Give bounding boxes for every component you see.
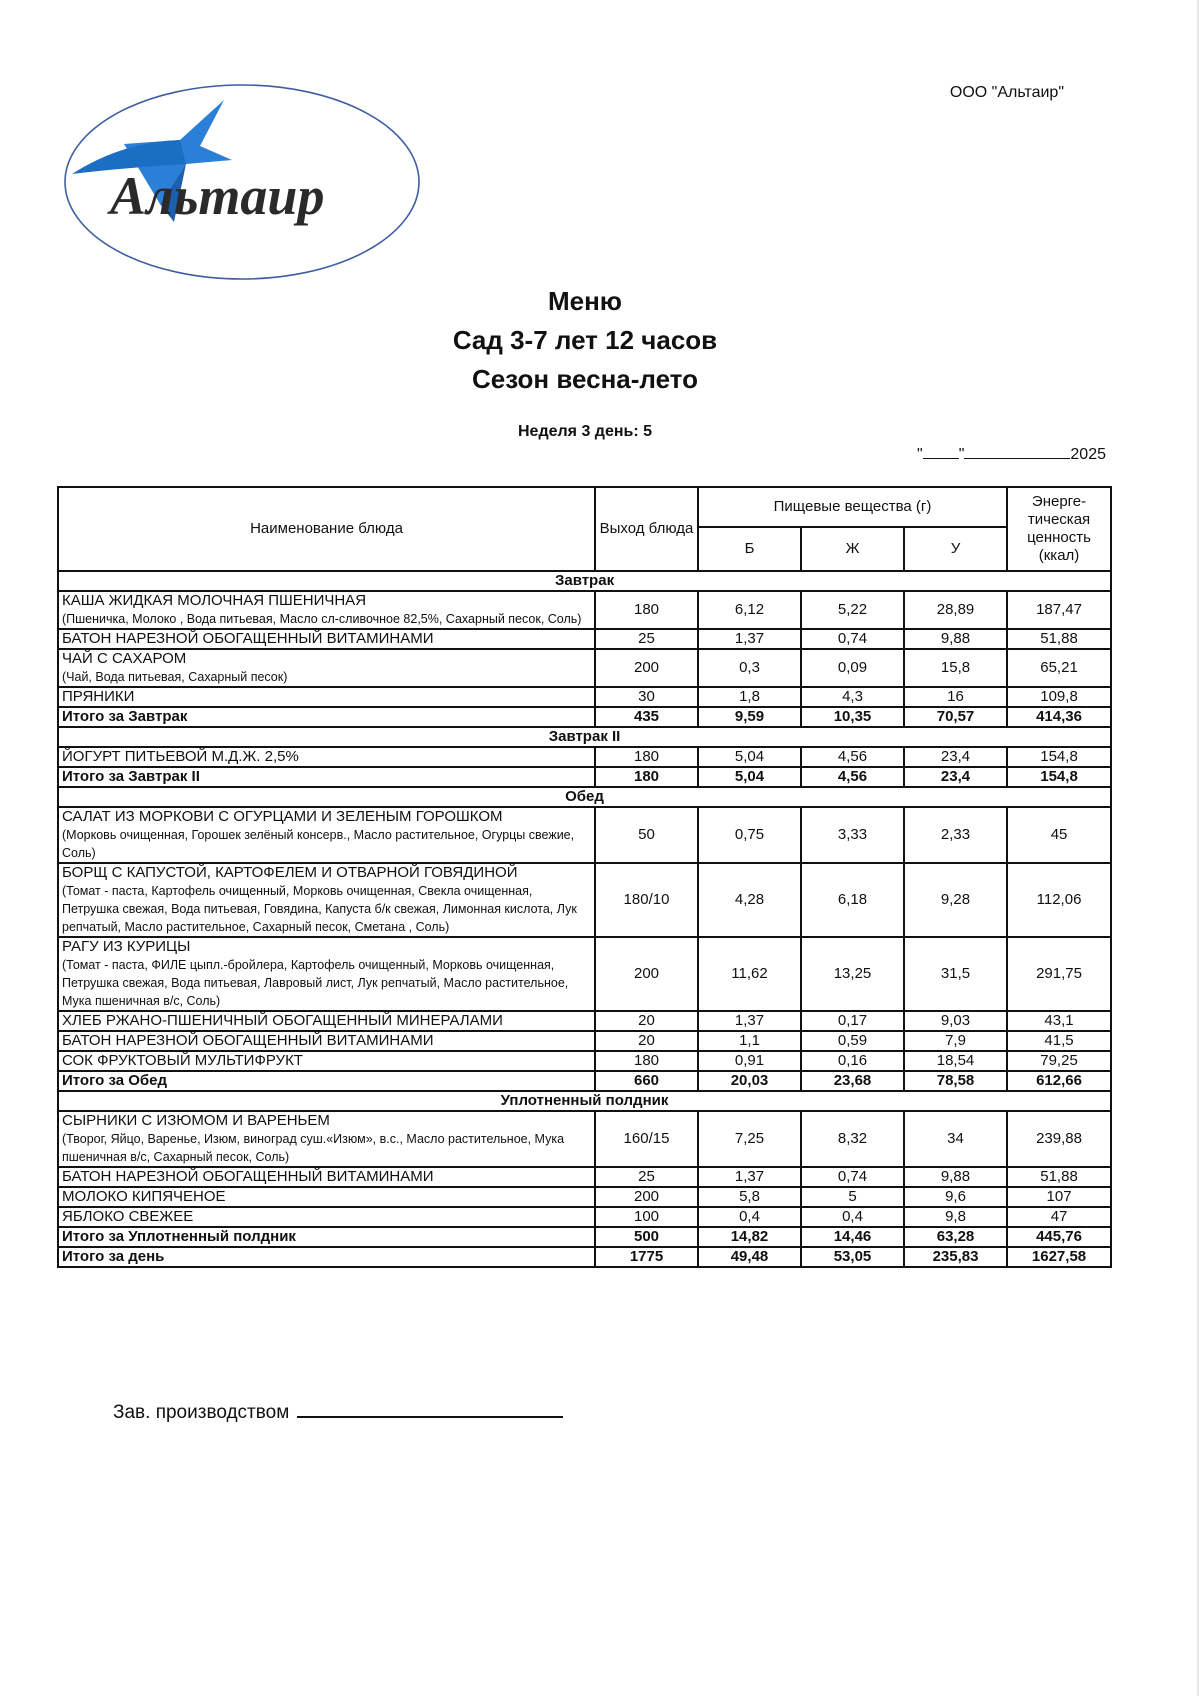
dish-name: ПРЯНИКИ <box>62 688 135 705</box>
value-output: 20 <box>595 1031 698 1051</box>
total-b: 5,04 <box>698 767 801 787</box>
value-u: 23,4 <box>904 747 1007 767</box>
value-zh: 0,17 <box>801 1011 904 1031</box>
total-output: 500 <box>595 1227 698 1247</box>
day-total-kcal: 1627,58 <box>1007 1247 1111 1267</box>
value-kcal: 45 <box>1007 807 1111 863</box>
value-zh: 6,18 <box>801 863 904 937</box>
table-row <box>58 1031 1111 1051</box>
logo-text: Альтаир <box>110 166 325 226</box>
total-u: 23,4 <box>904 767 1007 787</box>
header-fat: Ж <box>801 527 904 571</box>
dish-ingredients: (Пшеничка, Молоко , Вода питьевая, Масло сл-сливочное 82,5%, Сахарный песок, Соль) <box>62 612 582 626</box>
date-year: 2025 <box>1070 446 1106 463</box>
value-kcal: 239,88 <box>1007 1111 1111 1167</box>
date-line <box>917 444 1106 464</box>
dish-name: ЯБЛОКО СВЕЖЕЕ <box>62 1208 194 1225</box>
value-b: 0,75 <box>698 807 801 863</box>
dish-name: БАТОН НАРЕЗНОЙ ОБОГАЩЕННЫЙ ВИТАМИНАМИ <box>62 1168 434 1185</box>
header-carbs: У <box>904 527 1007 571</box>
value-b: 0,4 <box>698 1207 801 1227</box>
page-title: Меню <box>547 286 623 316</box>
header-dish-name: Наименование блюда <box>58 487 595 571</box>
dish-name: БОРЩ С КАПУСТОЙ, КАРТОФЕЛЕМ И ОТВАРНОЙ ГОВЯДИНОЙ <box>62 864 518 881</box>
section-header-row <box>58 727 1111 747</box>
total-b: 20,03 <box>698 1071 801 1091</box>
value-kcal: 112,06 <box>1007 863 1111 937</box>
value-kcal: 109,8 <box>1007 687 1111 707</box>
section-title: Завтрак <box>58 571 1111 591</box>
header-output: Выход блюда <box>595 487 698 571</box>
total-output: 435 <box>595 707 698 727</box>
total-zh: 4,56 <box>801 767 904 787</box>
dish-ingredients: (Морковь очищенная, Горошек зелёный консерв., Масло растительное, Огурцы свежие, Соль) <box>62 828 575 860</box>
dish-cell <box>58 1167 595 1187</box>
value-b: 5,8 <box>698 1187 801 1207</box>
value-output: 200 <box>595 649 698 687</box>
table-row <box>58 1051 1111 1071</box>
dish-cell <box>58 649 595 687</box>
value-kcal: 107 <box>1007 1187 1111 1207</box>
dish-name: ХЛЕБ РЖАНО-ПШЕНИЧНЫЙ ОБОГАЩЕННЫЙ МИНЕРАЛАМИ <box>62 1012 503 1029</box>
value-b: 5,04 <box>698 747 801 767</box>
header-protein: Б <box>698 527 801 571</box>
section-total-row <box>58 707 1111 727</box>
value-zh: 0,09 <box>801 649 904 687</box>
dish-ingredients: (Чай, Вода питьевая, Сахарный песок) <box>62 670 288 684</box>
dish-cell <box>58 1187 595 1207</box>
total-kcal: 612,66 <box>1007 1071 1111 1091</box>
total-label: Итого за Обед <box>58 1071 595 1091</box>
value-b: 1,1 <box>698 1031 801 1051</box>
signature-line <box>297 1398 563 1418</box>
page-subtitle-season: Сезон весна-лето <box>472 364 698 394</box>
section-title: Обед <box>58 787 1111 807</box>
section-total-row <box>58 1227 1111 1247</box>
value-zh: 3,33 <box>801 807 904 863</box>
section-header-row <box>58 1091 1111 1111</box>
dish-name: СЫРНИКИ С ИЗЮМОМ И ВАРЕНЬЕМ <box>62 1112 330 1129</box>
value-b: 0,3 <box>698 649 801 687</box>
value-b: 11,62 <box>698 937 801 1011</box>
value-u: 18,54 <box>904 1051 1007 1071</box>
value-u: 9,28 <box>904 863 1007 937</box>
dish-cell <box>58 1207 595 1227</box>
value-zh: 0,74 <box>801 1167 904 1187</box>
table-row <box>58 1167 1111 1187</box>
value-u: 9,88 <box>904 629 1007 649</box>
dish-cell <box>58 591 595 629</box>
value-output: 100 <box>595 1207 698 1227</box>
total-zh: 23,68 <box>801 1071 904 1091</box>
dish-name: СОК ФРУКТОВЫЙ МУЛЬТИФРУКТ <box>62 1052 303 1069</box>
date-quote-close: " <box>958 446 965 463</box>
value-b: 1,37 <box>698 1167 801 1187</box>
date-quote-open: " <box>917 446 923 463</box>
dish-ingredients: (Творог, Яйцо, Варенье, Изюм, виноград суш.«Изюм», в.с., Масло растительное, Мука пшеничная в/с, Сахарный песок, Соль) <box>62 1132 565 1164</box>
footer-signature <box>113 1398 563 1424</box>
value-b: 4,28 <box>698 863 801 937</box>
value-kcal: 154,8 <box>1007 747 1111 767</box>
dish-ingredients: (Томат - паста, Картофель очищенный, Морковь очищенная, Свекла очищенная, Петрушка свежая, Вода питьевая, Говядина, Капуста б/к свежая, Лимонная кислота, Лук репчатый, Масло растительное, Сахарный песок, Сметана , Соль) <box>62 884 577 934</box>
company-name: ООО "Альтаир" <box>949 84 1064 101</box>
dish-cell <box>58 1051 595 1071</box>
value-output: 50 <box>595 807 698 863</box>
table-row <box>58 687 1111 707</box>
value-u: 9,03 <box>904 1011 1007 1031</box>
value-u: 16 <box>904 687 1007 707</box>
value-output: 25 <box>595 1167 698 1187</box>
value-u: 34 <box>904 1111 1007 1167</box>
total-b: 14,82 <box>698 1227 801 1247</box>
value-b: 1,37 <box>698 1011 801 1031</box>
dish-name: КАША ЖИДКАЯ МОЛОЧНАЯ ПШЕНИЧНАЯ <box>62 592 367 609</box>
value-u: 7,9 <box>904 1031 1007 1051</box>
table-row <box>58 747 1111 767</box>
dish-ingredients: (Томат - паста, ФИЛЕ цыпл.-бройлера, Картофель очищенный, Морковь очищенная, Петрушка свежая, Вода питьевая, Лавровый лист, Лук репчатый, Масло растительное, Мука пшеничная в/с, Соль) <box>62 958 569 1008</box>
value-zh: 13,25 <box>801 937 904 1011</box>
day-total-output: 1775 <box>595 1247 698 1267</box>
dish-cell <box>58 747 595 767</box>
value-kcal: 51,88 <box>1007 629 1111 649</box>
footer-label: Зав. производством <box>113 1402 290 1423</box>
day-total-row <box>58 1247 1111 1267</box>
total-label: Итого за Уплотненный полдник <box>58 1227 595 1247</box>
section-header-row <box>58 571 1111 591</box>
value-kcal: 51,88 <box>1007 1167 1111 1187</box>
value-output: 180 <box>595 1051 698 1071</box>
total-output: 180 <box>595 767 698 787</box>
total-zh: 14,46 <box>801 1227 904 1247</box>
value-zh: 0,16 <box>801 1051 904 1071</box>
section-title: Завтрак II <box>58 727 1111 747</box>
dish-cell <box>58 807 595 863</box>
dish-name: САЛАТ ИЗ МОРКОВИ С ОГУРЦАМИ И ЗЕЛЕНЫМ ГОРОШКОМ <box>62 808 503 825</box>
value-b: 6,12 <box>698 591 801 629</box>
value-u: 9,88 <box>904 1167 1007 1187</box>
menu-table-body <box>58 571 1111 1267</box>
company-logo <box>62 82 422 282</box>
value-zh: 4,56 <box>801 747 904 767</box>
value-u: 15,8 <box>904 649 1007 687</box>
value-u: 2,33 <box>904 807 1007 863</box>
total-label: Итого за Завтрак II <box>58 767 595 787</box>
section-title: Уплотненный полдник <box>58 1091 1111 1111</box>
header-nutrients: Пищевые вещества (г) <box>698 487 1007 527</box>
dish-cell <box>58 1111 595 1167</box>
value-zh: 4,3 <box>801 687 904 707</box>
week-day-label: Неделя 3 день: 5 <box>517 423 653 440</box>
value-u: 9,6 <box>904 1187 1007 1207</box>
value-zh: 0,74 <box>801 629 904 649</box>
total-kcal: 414,36 <box>1007 707 1111 727</box>
total-b: 9,59 <box>698 707 801 727</box>
value-b: 7,25 <box>698 1111 801 1167</box>
day-total-u: 235,83 <box>904 1247 1007 1267</box>
total-u: 78,58 <box>904 1071 1007 1091</box>
value-output: 30 <box>595 687 698 707</box>
total-zh: 10,35 <box>801 707 904 727</box>
logo-graphic <box>62 82 422 282</box>
dish-cell <box>58 1031 595 1051</box>
value-u: 31,5 <box>904 937 1007 1011</box>
value-output: 200 <box>595 1187 698 1207</box>
dish-name: БАТОН НАРЕЗНОЙ ОБОГАЩЕННЫЙ ВИТАМИНАМИ <box>62 630 434 647</box>
value-kcal: 43,1 <box>1007 1011 1111 1031</box>
dish-cell <box>58 1011 595 1031</box>
value-zh: 0,4 <box>801 1207 904 1227</box>
table-row <box>58 591 1111 629</box>
value-kcal: 187,47 <box>1007 591 1111 629</box>
value-kcal: 65,21 <box>1007 649 1111 687</box>
value-b: 0,91 <box>698 1051 801 1071</box>
day-total-b: 49,48 <box>698 1247 801 1267</box>
value-zh: 5,22 <box>801 591 904 629</box>
section-total-row <box>58 1071 1111 1091</box>
dish-cell <box>58 687 595 707</box>
value-output: 20 <box>595 1011 698 1031</box>
table-row <box>58 1011 1111 1031</box>
table-row <box>58 1111 1111 1167</box>
dish-name: БАТОН НАРЕЗНОЙ ОБОГАЩЕННЫЙ ВИТАМИНАМИ <box>62 1032 434 1049</box>
value-output: 180/10 <box>595 863 698 937</box>
value-kcal: 291,75 <box>1007 937 1111 1011</box>
day-total-zh: 53,05 <box>801 1247 904 1267</box>
table-row <box>58 649 1111 687</box>
value-output: 180 <box>595 747 698 767</box>
total-kcal: 154,8 <box>1007 767 1111 787</box>
dish-cell <box>58 937 595 1011</box>
table-row <box>58 937 1111 1011</box>
dish-cell <box>58 629 595 649</box>
total-kcal: 445,76 <box>1007 1227 1111 1247</box>
dish-name: РАГУ ИЗ КУРИЦЫ <box>62 938 191 955</box>
section-header-row <box>58 787 1111 807</box>
table-row <box>58 1207 1111 1227</box>
total-u: 70,57 <box>904 707 1007 727</box>
value-u: 9,8 <box>904 1207 1007 1227</box>
day-total-label: Итого за день <box>58 1247 595 1267</box>
table-row <box>58 629 1111 649</box>
dish-name: ЙОГУРТ ПИТЬЕВОЙ М.Д.Ж. 2,5% <box>62 748 299 765</box>
value-output: 25 <box>595 629 698 649</box>
page-subtitle-group: Сад 3-7 лет 12 часов <box>452 325 718 355</box>
section-total-row <box>58 767 1111 787</box>
table-row <box>58 863 1111 937</box>
month-blank <box>964 444 1070 459</box>
day-blank <box>923 444 959 459</box>
value-kcal: 79,25 <box>1007 1051 1111 1071</box>
dish-name: ЧАЙ С САХАРОМ <box>62 650 187 667</box>
value-b: 1,8 <box>698 687 801 707</box>
value-zh: 5 <box>801 1187 904 1207</box>
value-kcal: 47 <box>1007 1207 1111 1227</box>
total-label: Итого за Завтрак <box>58 707 595 727</box>
value-b: 1,37 <box>698 629 801 649</box>
dish-name: МОЛОКО КИПЯЧЕНОЕ <box>62 1188 226 1205</box>
value-output: 160/15 <box>595 1111 698 1167</box>
value-u: 28,89 <box>904 591 1007 629</box>
value-kcal: 41,5 <box>1007 1031 1111 1051</box>
total-u: 63,28 <box>904 1227 1007 1247</box>
value-zh: 8,32 <box>801 1111 904 1167</box>
table-row <box>58 807 1111 863</box>
table-row <box>58 1187 1111 1207</box>
value-output: 200 <box>595 937 698 1011</box>
header-energy: Энерге-тическая ценность (ккал) <box>1007 487 1111 571</box>
dish-cell <box>58 863 595 937</box>
total-output: 660 <box>595 1071 698 1091</box>
value-zh: 0,59 <box>801 1031 904 1051</box>
value-output: 180 <box>595 591 698 629</box>
menu-table <box>57 486 1112 1268</box>
